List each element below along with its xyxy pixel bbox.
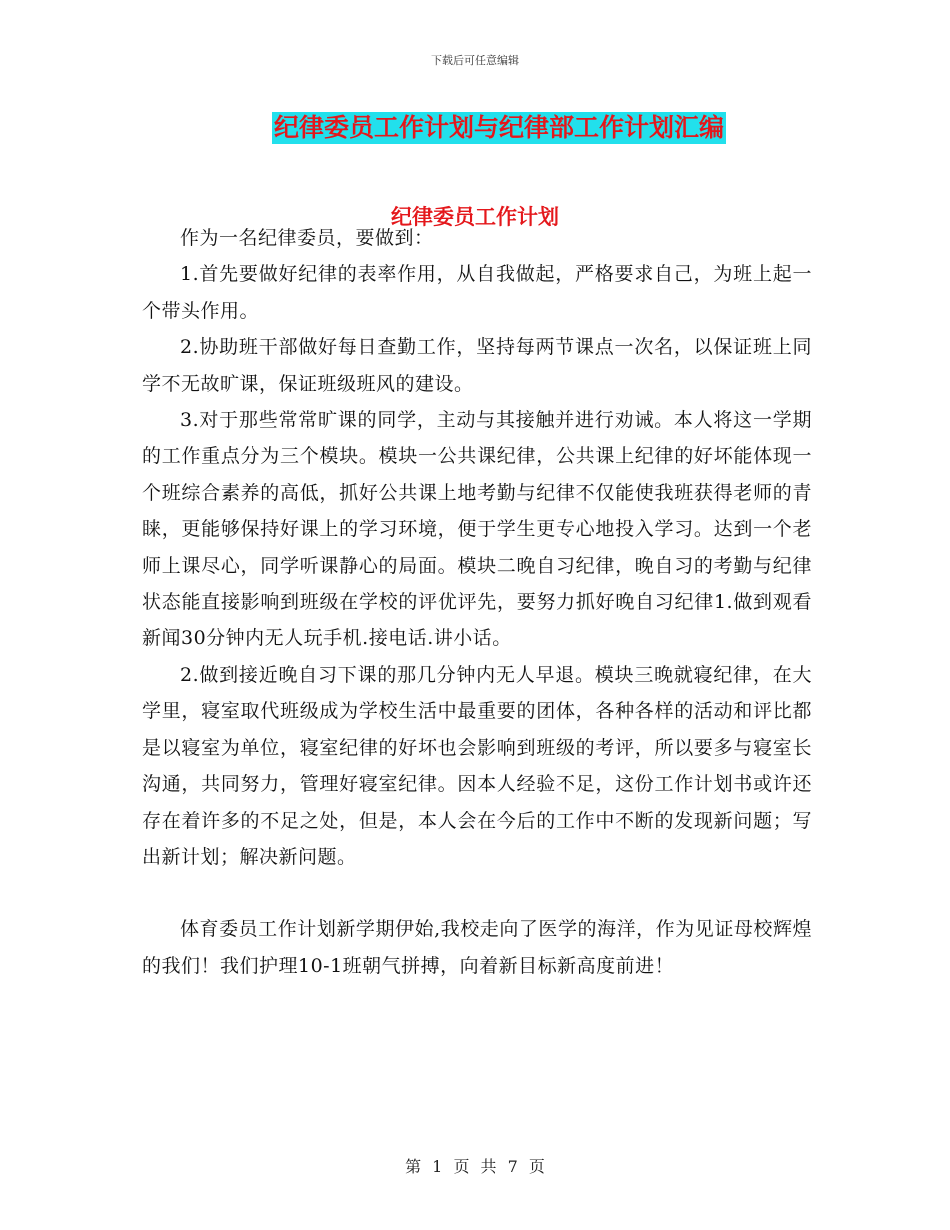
main-title: 纪律委员工作计划与纪律部工作计划汇编 — [273, 113, 724, 142]
document-body — [142, 220, 812, 984]
paragraph-item-1: 1.首先要做好纪律的表率作用，从自我做起，严格要求自己，为班上起一个带头作用。 — [142, 263, 812, 322]
main-title-wrap — [0, 112, 950, 144]
paragraph-pe-plan: 体育委员工作计划新学期伊始,我校走向了医学的海洋，作为见证母校辉煌的我们！我们护理10-1班朝气拼搏，向着新目标新高度前进！ — [142, 918, 812, 977]
paragraph-spacer — [142, 875, 812, 911]
section-title: 纪律委员工作计划 — [391, 205, 559, 229]
paragraph-intro: 作为一名纪律委员，要做到： — [180, 227, 434, 249]
page-footer: 第 1 页 共 7 页 — [405, 1157, 545, 1176]
paragraph-item-3: 3.对于那些常常旷课的同学，主动与其接触并进行劝诫。本人将这一学期的工作重点分为三个模块。模块一公共课纪律，公共课上纪律的好坏能体现一个班综合素养的高低，抓好公共课上地考勤与纪律不仅能使我班获得老师的青睐，更能够保持好课上的学习环境，便于学生更专心地投入学习。达到一个老师上课尽心，同学听课静心的局面。模块二晚自习纪律，晚自习的考勤与纪律状态能直接影响到班级在学校的评优评先，要努力抓好晚自习纪律1.做到观看新闻30分钟内无人玩手机.接电话.讲小话。 — [142, 409, 812, 650]
header-note: 下载后可任意编辑 — [431, 54, 519, 67]
paragraph-item-4: 2.做到接近晚自习下课的那几分钟内无人早退。模块三晚就寝纪律，在大学里，寝室取代班级成为学校生活中最重要的团体，各种各样的活动和评比都是以寝室为单位，寝室纪律的好坏也会影响到班级的考评，所以要多与寝室长沟通，共同努力，管理好寝室纪律。因本人经验不足，这份工作计划书或许还存在着许多的不足之处，但是，本人会在今后的工作中不断的发现新问题；写出新计划；解决新问题。 — [142, 663, 812, 868]
paragraph-item-2: 2.协助班干部做好每日查勤工作，坚持每两节课点一次名，以保证班上同学不无故旷课，保证班级班风的建设。 — [142, 336, 812, 395]
